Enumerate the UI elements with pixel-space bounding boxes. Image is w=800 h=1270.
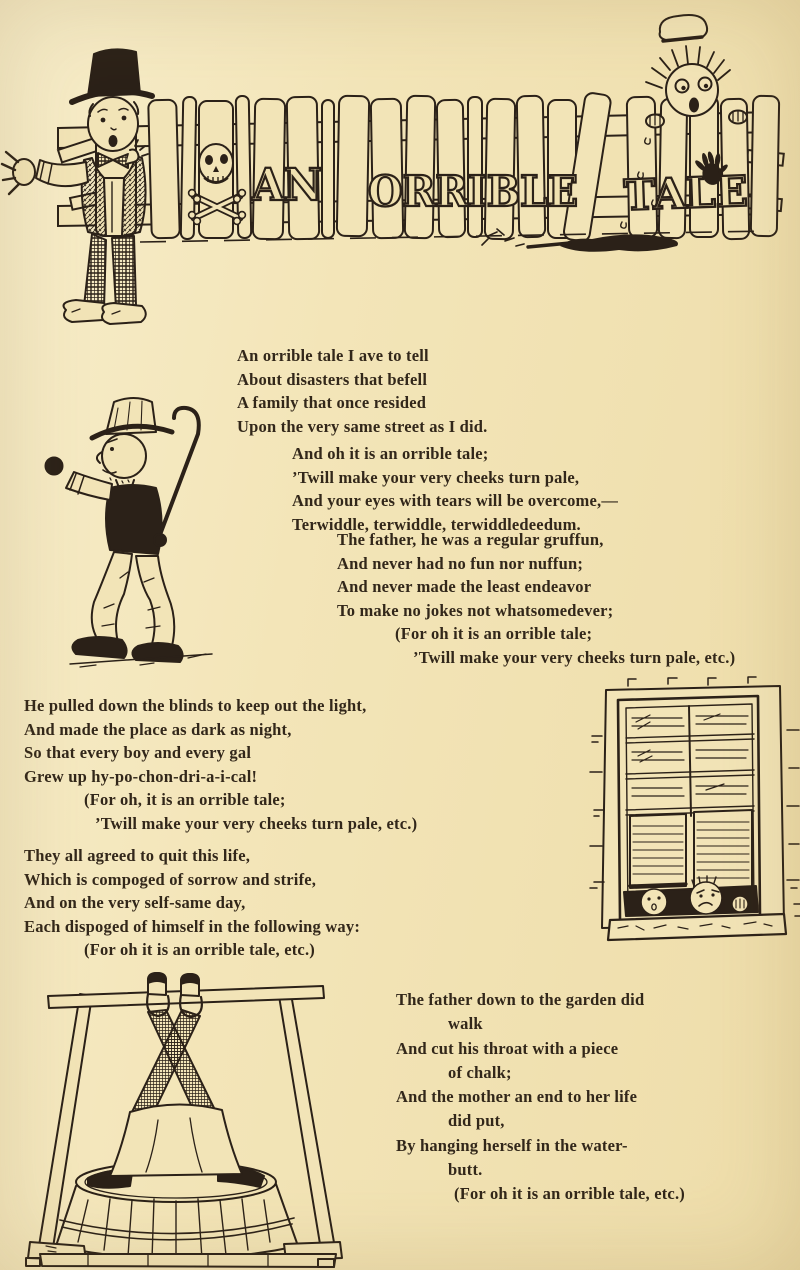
banner-word-an: AN <box>251 160 322 211</box>
poem-line: butt. <box>448 1160 483 1180</box>
poem-line: did put, <box>448 1111 505 1131</box>
poem-line: The father down to the garden did <box>396 990 645 1009</box>
poem-line: The father, he was a regular gruffun, <box>337 530 604 549</box>
poem-line: (For oh, it is an orrible tale; <box>84 790 286 810</box>
boy-figure <box>2 49 152 324</box>
poem-line: And oh it is an orrible tale; <box>292 444 489 463</box>
stanza-3 <box>337 528 735 670</box>
poem-line: ’Twill make your very cheeks turn pale, <box>292 467 580 487</box>
water-butt-illustration <box>18 970 358 1270</box>
poem-line: Which is compoged of sorrow and strife, <box>24 869 317 889</box>
stanza-4 <box>24 694 417 836</box>
poem-line: A family that once resided <box>237 393 427 413</box>
banner-word-orrible: ORRIBLE <box>368 167 578 216</box>
poem-line: Upon the very same street as I did. <box>237 416 488 436</box>
stanza-6 <box>396 988 685 1207</box>
stanza-2 <box>292 442 618 536</box>
window-blinds-illustration <box>588 676 800 951</box>
poem-line: They all agreed to quit this life, <box>24 846 251 865</box>
poem-line: And your eyes with tears will be overcome,— <box>292 491 619 511</box>
poem-line: So that every boy and every gal <box>24 743 252 763</box>
title-banner-illustration <box>0 0 800 335</box>
barrel-hoop <box>60 1218 294 1240</box>
stanza-5 <box>24 844 360 962</box>
poem-line: Grew up hy-po-chon-dri-a-i-cal! <box>24 766 258 786</box>
poem-line: walk <box>448 1014 483 1034</box>
skirt <box>110 1104 242 1176</box>
poem-line: He pulled down the blinds to keep out the light, <box>24 696 367 715</box>
poem-line: About disasters that befell <box>237 369 428 389</box>
poem-line: And the mother an end to her life <box>396 1087 638 1107</box>
poem-line: And never made the least endeavor <box>337 577 592 597</box>
poem-line: of chalk; <box>448 1062 512 1082</box>
stockinged-legs <box>132 1010 216 1120</box>
poem-line: And made the place as dark as night, <box>24 719 292 739</box>
poem-line: (For oh it is an orrible tale, etc.) <box>84 940 315 960</box>
poem-line: (For oh it is an orrible tale; <box>395 624 593 644</box>
poem-line: An orrible tale I ave to tell <box>237 346 429 365</box>
stanza-1 <box>237 344 488 438</box>
banner-word-tale: TALE <box>622 166 748 220</box>
poem-line: Terwiddle, terwiddle, terwiddledeedum. <box>292 514 581 534</box>
ground-boards <box>26 1242 342 1267</box>
poem-line: And cut his throat with a piece <box>396 1038 619 1058</box>
poem-line: And never had no fun nor nuffun; <box>337 553 584 573</box>
poem-line: Each dispoged of himself in the following way: <box>24 916 361 936</box>
poem-line: To make no jokes not whatsomedever; <box>337 600 614 620</box>
poem-line: By hanging herself in the water- <box>396 1135 628 1155</box>
poem-line: ’Twill make your very cheeks turn pale, etc.) <box>413 647 736 667</box>
poem-line: And on the very self-same day, <box>24 893 246 913</box>
gruff-father-illustration <box>40 388 245 673</box>
poem-line: ’Twill make your very cheeks turn pale, etc.) <box>95 813 418 833</box>
poem-line: (For oh it is an orrible tale, etc.) <box>454 1184 685 1204</box>
